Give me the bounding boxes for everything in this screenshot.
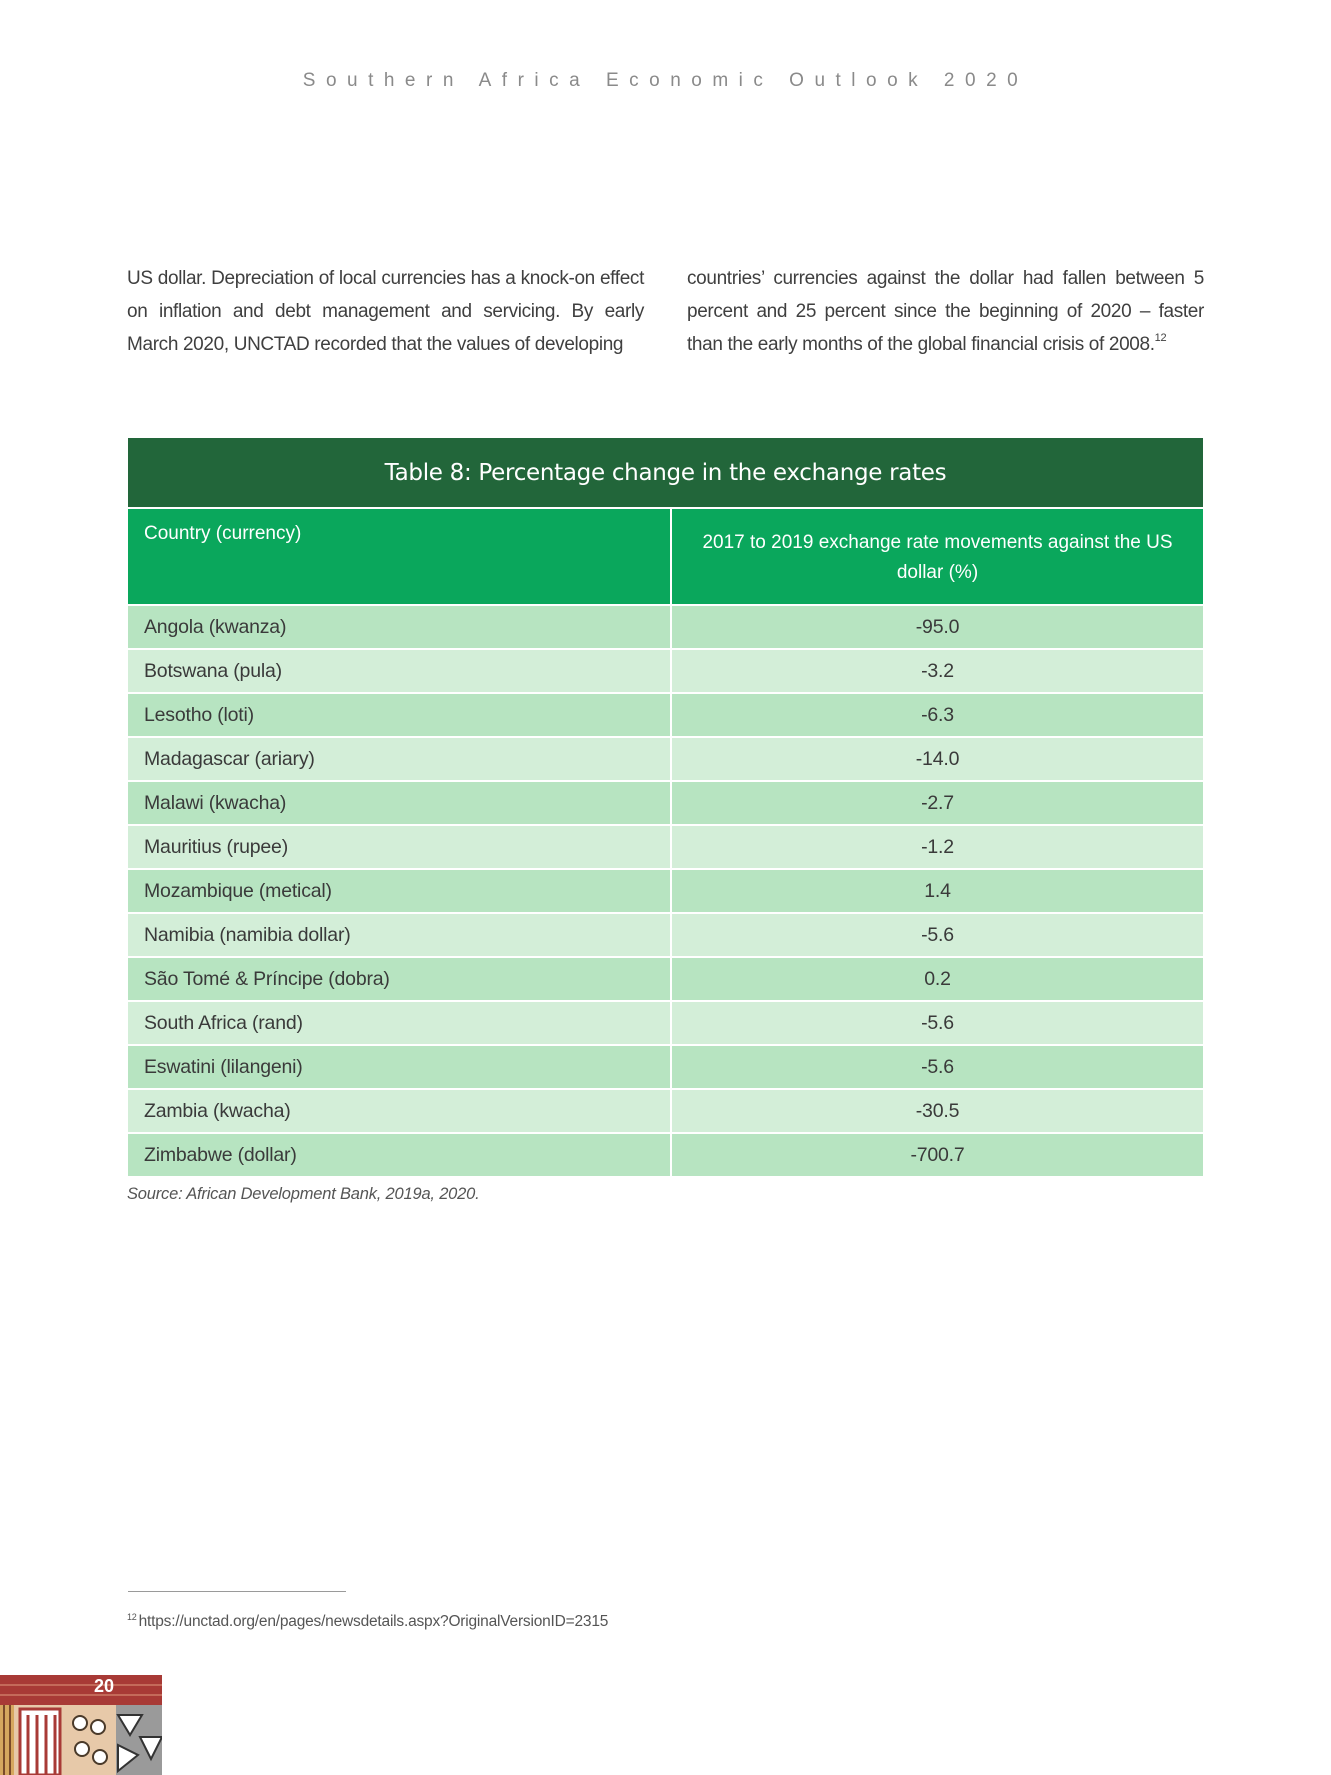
country-cell: Zambia (kwacha) — [128, 1089, 671, 1133]
page-number: 20 — [94, 1676, 115, 1696]
exchange-rate-value-cell: -6.3 — [671, 693, 1203, 737]
exchange-rate-value-cell: 0.2 — [671, 957, 1203, 1001]
table-row — [128, 913, 1203, 957]
country-cell: Lesotho (loti) — [128, 693, 671, 737]
table-row — [128, 737, 1203, 781]
country-cell: Mauritius (rupee) — [128, 825, 671, 869]
table-row — [128, 1089, 1203, 1133]
exchange-rate-value-cell: -2.7 — [671, 781, 1203, 825]
country-cell: Eswatini (lilangeni) — [128, 1045, 671, 1089]
table-body — [128, 605, 1203, 1176]
country-cell: Malawi (kwacha) — [128, 781, 671, 825]
footnote-link[interactable]: https://unctad.org/en/pages/newsdetails.aspx?OriginalVersionID=2315 — [138, 1613, 609, 1630]
exchange-rate-value-cell: 1.4 — [671, 869, 1203, 913]
table-header-row — [128, 508, 1203, 605]
exchange-rate-table — [128, 438, 1203, 1176]
table-title: Table 8: Percentage change in the exchange rates — [128, 438, 1203, 508]
footnote-divider — [128, 1591, 346, 1592]
table-source: Source: African Development Bank, 2019a, 2020. — [127, 1185, 480, 1203]
table-row — [128, 957, 1203, 1001]
table-row — [128, 693, 1203, 737]
exchange-rate-value-cell: -14.0 — [671, 737, 1203, 781]
table-row — [128, 1133, 1203, 1176]
country-cell: Madagascar (ariary) — [128, 737, 671, 781]
body-paragraph-right: countries’ currencies against the dollar had fallen between 5 percent and 25 percent since the beginning of 2020 – faster than the early months of the global financial crisis of 2008. — [687, 268, 1204, 355]
exchange-rate-value-cell: -30.5 — [671, 1089, 1203, 1133]
tribal-pattern-icon — [0, 1675, 162, 1775]
decorative-pattern-corner — [0, 1675, 162, 1775]
exchange-rate-value-cell: -3.2 — [671, 649, 1203, 693]
country-cell: South Africa (rand) — [128, 1001, 671, 1045]
country-cell: Zimbabwe (dollar) — [128, 1133, 671, 1176]
table-title-row — [128, 438, 1203, 508]
footnote-reference[interactable]: 12 — [1154, 332, 1167, 344]
table-row — [128, 869, 1203, 913]
table-row — [128, 1045, 1203, 1089]
table-row — [128, 825, 1203, 869]
table-row — [128, 781, 1203, 825]
column-header-exchange-rate: 2017 to 2019 exchange rate movements against the US dollar (%) — [671, 508, 1203, 605]
footnote-marker: 12 — [127, 1612, 137, 1622]
exchange-rate-value-cell: -5.6 — [671, 913, 1203, 957]
table-row — [128, 649, 1203, 693]
exchange-rate-value-cell: -700.7 — [671, 1133, 1203, 1176]
exchange-rate-value-cell: -1.2 — [671, 825, 1203, 869]
country-cell: Angola (kwanza) — [128, 605, 671, 649]
running-header: Southern Africa Economic Outlook 2020 — [302, 70, 1029, 91]
table-row — [128, 605, 1203, 649]
exchange-rate-value-cell: -95.0 — [671, 605, 1203, 649]
body-paragraph-left: US dollar. Depreciation of local currencies has a knock-on effect on inflation and debt management and servicing. By early March 2020, UNCTAD recorded that the values of developing — [127, 268, 644, 355]
body-column-right — [687, 262, 1204, 361]
country-cell: Namibia (namibia dollar) — [128, 913, 671, 957]
country-cell: São Tomé & Príncipe (dobra) — [128, 957, 671, 1001]
country-cell: Mozambique (metical) — [128, 869, 671, 913]
column-header-country: Country (currency) — [128, 508, 671, 605]
exchange-rate-table-container — [128, 438, 1203, 1176]
exchange-rate-value-cell: -5.6 — [671, 1001, 1203, 1045]
footnote — [127, 1613, 608, 1631]
country-cell: Botswana (pula) — [128, 649, 671, 693]
body-text — [127, 262, 1204, 361]
exchange-rate-value-cell: -5.6 — [671, 1045, 1203, 1089]
table-row — [128, 1001, 1203, 1045]
body-column-left — [127, 262, 644, 361]
